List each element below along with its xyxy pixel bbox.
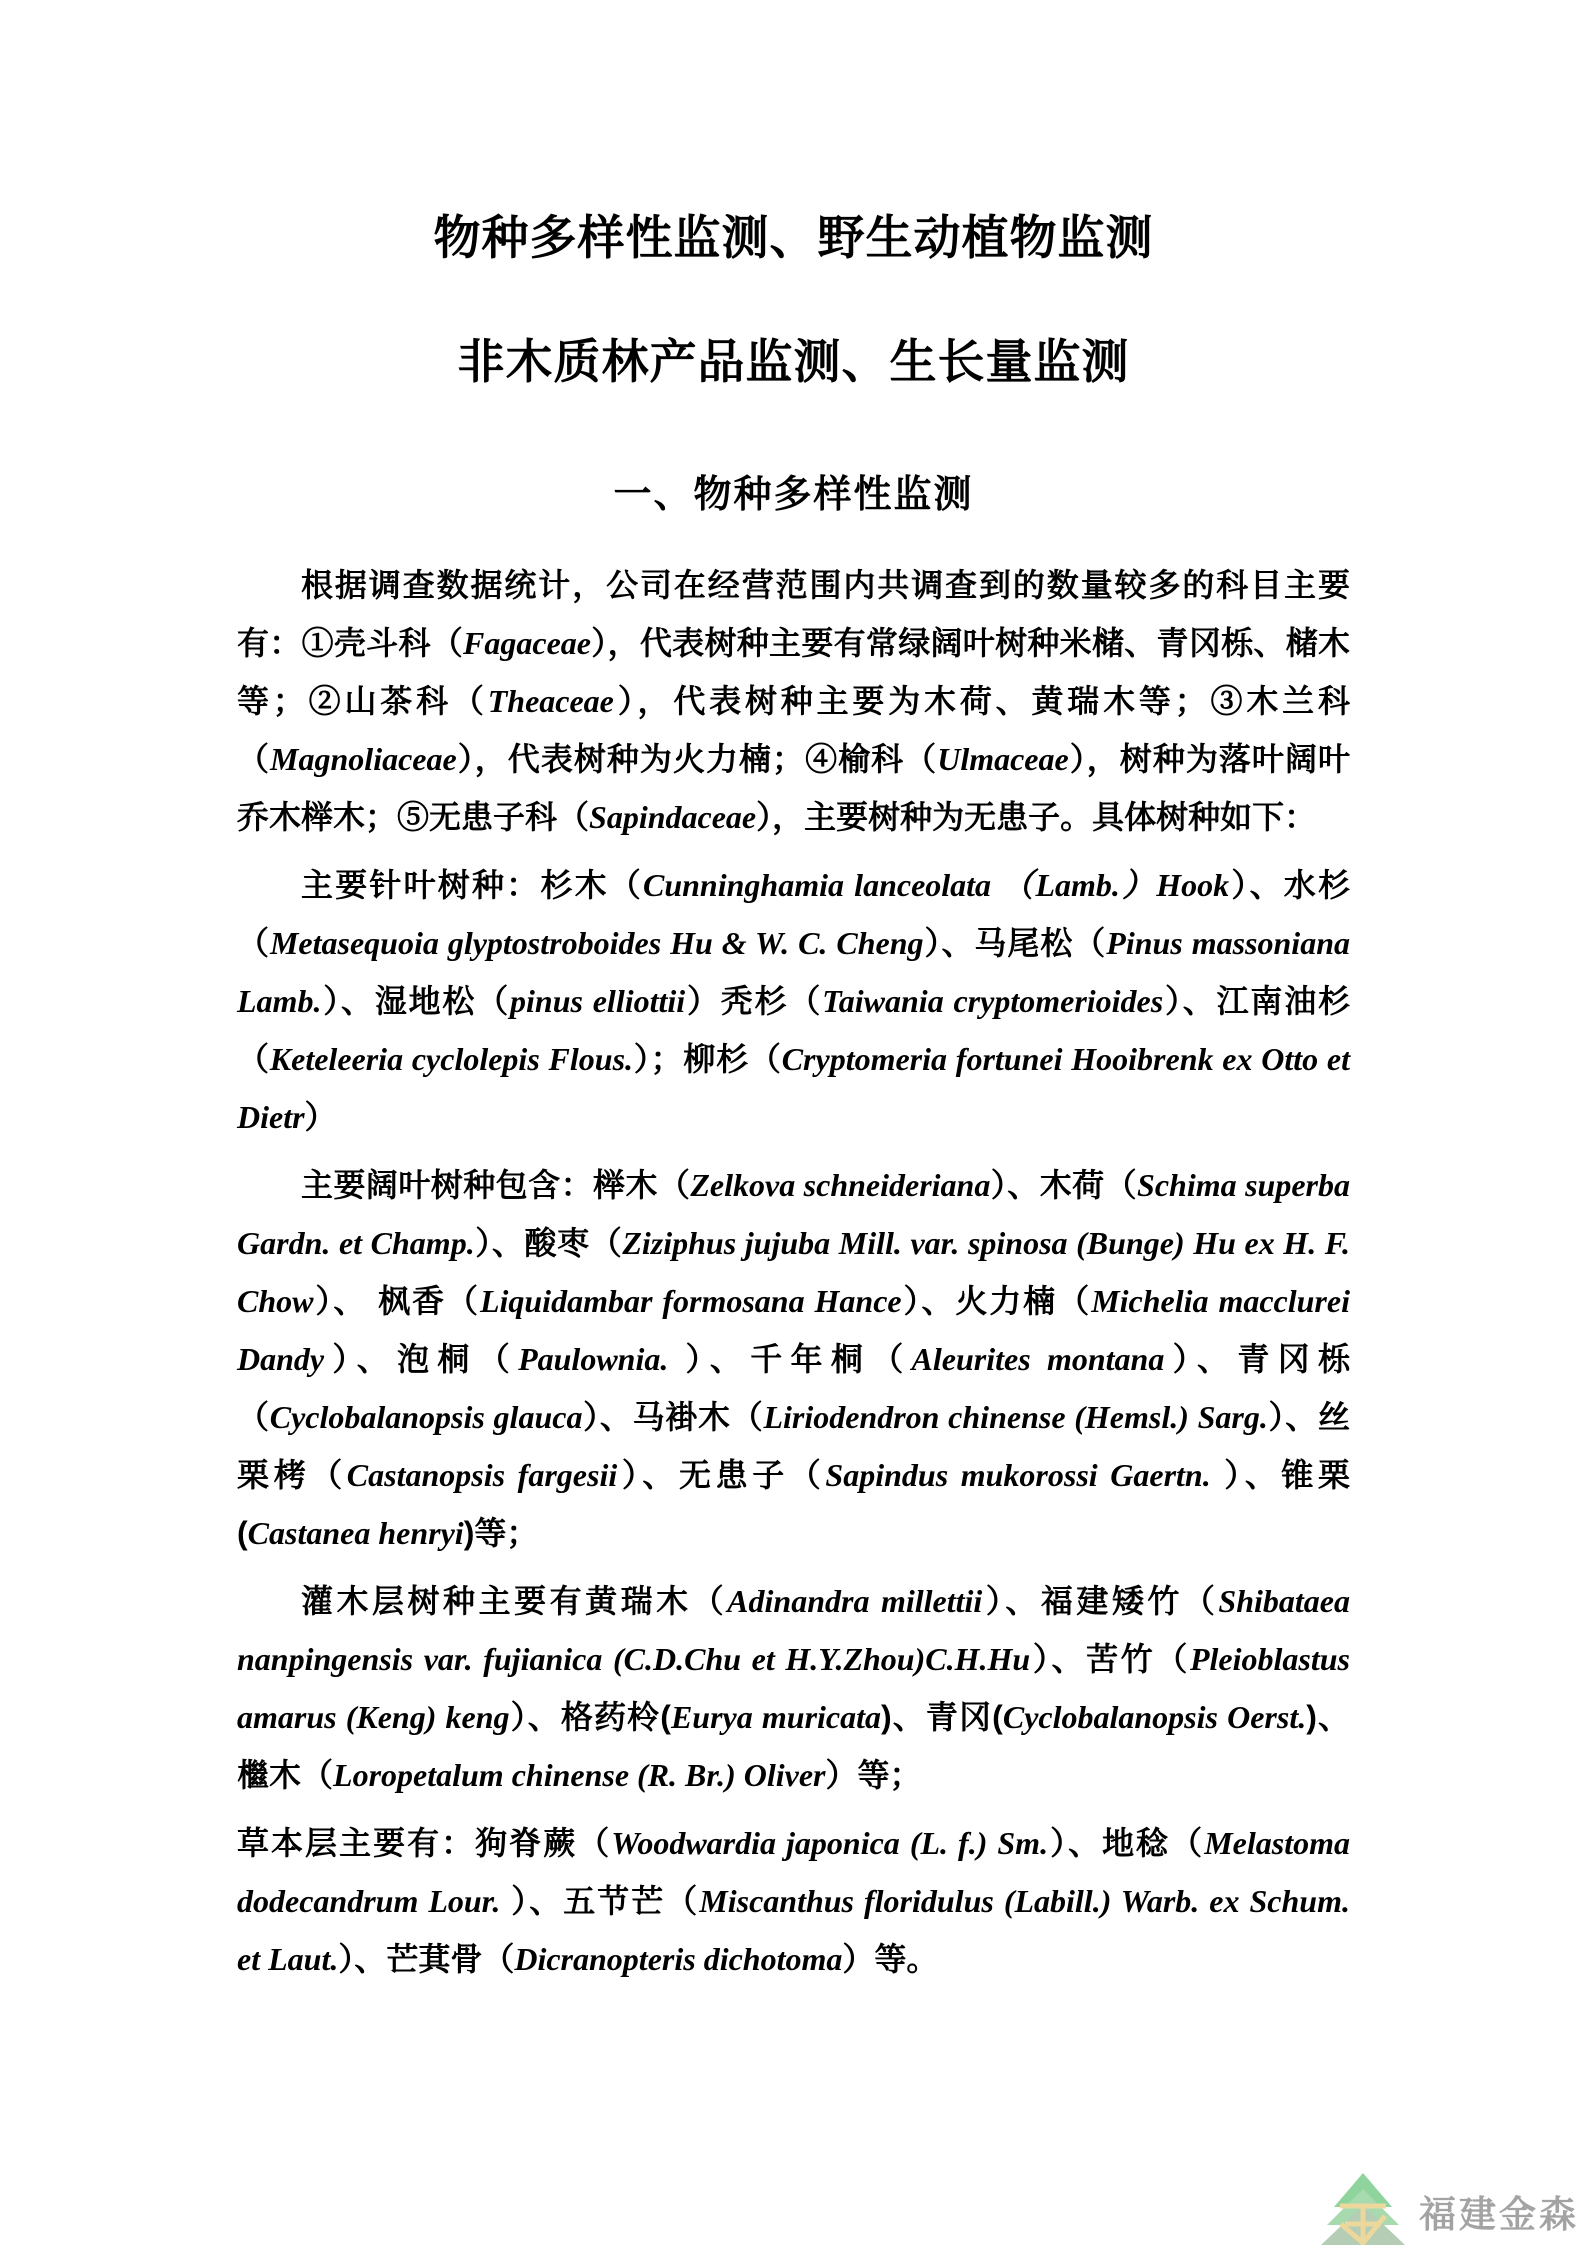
latin-species-name: Liriodendron chinense (Hemsl.) Sarg. [763,1398,1268,1435]
chinese-text-run: ）、马褂木（ [582,1398,764,1435]
chinese-text-run: ）、火力楠（ [901,1282,1092,1319]
chinese-text-run: )、檵木（ [237,1698,1351,1793]
chinese-text-run: ）、芒萁骨（ [338,1940,515,1977]
latin-species-name: Theaceae [487,682,614,719]
chinese-text-run: ），代表树种为火力楠；④榆科（ [456,740,938,777]
latin-species-name: Cyclobalanopsis Oerst. [1002,1698,1307,1735]
latin-species-name: Zelkova schneideriana [690,1166,991,1203]
chinese-text-run: ）、 枫香（ [313,1282,480,1319]
chinese-text-run: ），树种为落叶阔叶乔木榉木；⑤无患子科（ [237,740,1350,835]
chinese-text-run: 主要阔叶树种包含：榉木（ [301,1166,691,1203]
chinese-text-run: ）、马尾松（ [923,924,1107,961]
section-heading: 一、物种多样性监测 [613,473,974,516]
latin-species-name: Ulmaceae [937,740,1069,777]
latin-species-name: Michelia macclurei Dandy [237,1282,1350,1377]
paragraph [237,1572,1350,1804]
latin-species-name: Paulownia. [518,1340,669,1377]
company-logo-text: 福建金森 [1419,2194,1579,2235]
latin-species-name: Cunninghamia lanceolata （Lamb.）Hook [642,866,1230,903]
latin-species-name: Eurya muricata [670,1698,882,1735]
chinese-text-run: ）、无患子（ [617,1456,826,1493]
chinese-text-run: ）、泡桐（ [324,1340,519,1377]
chinese-text-run: 主要针叶树种：杉木（ [301,866,643,903]
latin-species-name: Sapindus mukorossi Gaertn. [825,1456,1211,1493]
latin-species-name: Cyclobalanopsis glauca [269,1398,583,1435]
latin-species-name: Liquidambar formosana Hance [479,1282,902,1319]
latin-species-name: pinus elliottii [510,982,686,1019]
latin-species-name: Fagaceae [463,624,591,661]
chinese-text-run: ）、青冈栎（ [237,1340,1350,1435]
chinese-text-run: ）、江南油杉（ [237,982,1350,1077]
chinese-text-run: ），代表树种主要为木荷、黄瑞木等；③木兰科（ [237,682,1350,777]
latin-species-name: Castanea henryi [247,1514,464,1551]
chinese-text-run: ）、水杉（ [237,866,1350,961]
chinese-text-run: ）、酸枣（ [474,1224,623,1261]
chinese-text-run: ）、福建矮竹（ [982,1582,1219,1619]
latin-species-name: Loropetalum chinense (R. Br.) Oliver [333,1756,826,1793]
document-title-line1: 物种多样性监测、野生动植物监测 [433,211,1154,264]
latin-species-name: Magnoliaceae [270,740,457,777]
chinese-text-run: ），代表树种主要有常绿阔叶树种米槠、青冈栎、槠木等；②山茶科（ [237,624,1350,719]
chinese-text-run: )等； [463,1514,539,1551]
paragraph [237,1814,1350,1988]
chinese-text-run: ）、五节芒（ [500,1882,700,1919]
latin-species-name: Melastoma dodecandrum Lour. [237,1824,1350,1919]
chinese-text-run: ）、湿地松（ [321,982,510,1019]
chinese-text-run: ）、丝栗栲（ [237,1398,1350,1493]
latin-species-name: Woodwardia japonica (L. f.) Sm. [611,1824,1049,1861]
latin-species-name: Taiwania cryptomerioides [822,982,1164,1019]
latin-species-name: Miscanthus floridulus (Labill.) Warb. ex Schum. et Laut. [237,1882,1350,1977]
latin-species-name: Cryptomeria fortunei Hooibrenk ex Otto et Dietr [237,1040,1350,1135]
latin-species-name: Dicranopteris dichotoma [514,1940,843,1977]
chinese-text-run: ）；柳杉（ [633,1040,782,1077]
chinese-text-run: ）、格药柃( [509,1698,671,1735]
paragraph [237,1156,1350,1562]
chinese-text-run: ）、地稔（ [1048,1824,1205,1861]
latin-species-name: Ziziphus jujuba Mill. var. spinosa (Bunge) Hu ex H. F. Chow [237,1224,1351,1319]
latin-species-name: Castanopsis fargesii [346,1456,618,1493]
pine-tree-icon [1321,2167,1405,2245]
chinese-text-run: 根据调查数据统计，公司在经营范围内共调查到的数量较多的科目主要有：①壳斗科（ [237,566,1350,661]
latin-species-name: Pinus massoniana Lamb. [237,924,1350,1019]
company-logo [1321,2167,1579,2245]
chinese-text-run: ）、锥栗( [237,1456,1351,1551]
chinese-text-run: ）等； [825,1756,922,1793]
chinese-text-run: ）、千年桐（ [668,1340,912,1377]
chinese-text-run: )、青冈( [881,1698,1003,1735]
body-paragraphs [237,556,1350,1988]
latin-species-name: Pleioblastus amarus (Keng) keng [237,1640,1350,1735]
chinese-text-run: 草本层主要有：狗脊蕨（ [237,1824,612,1861]
latin-species-name: Keteleeria cyclolepis Flous. [269,1040,634,1077]
paragraph [237,556,1350,846]
chinese-text-run: ） [304,1098,337,1135]
document-title-line2: 非木质林产品监测、生长量监测 [457,335,1130,389]
latin-species-name: Adinandra millettii [727,1582,983,1619]
chinese-text-run: 灌木层树种主要有黄瑞木（ [301,1582,728,1619]
chinese-text-run: ）、苦竹（ [1030,1640,1190,1677]
latin-species-name: Shibataea nanpingensis var. fujianica (C.D.Chu et H.Y.Zhou)C.H.Hu [237,1582,1350,1677]
latin-species-name: Sapindaceae [589,798,757,835]
chinese-text-run: ），主要树种为无患子。具体树种如下： [756,798,1317,835]
latin-species-name: Metasequoia glyptostroboides Hu & W. C. Cheng [269,924,924,961]
paragraph [237,856,1350,1146]
chinese-text-run: ）等。 [842,1940,939,1977]
latin-species-name: Aleurites montana [911,1340,1165,1377]
chinese-text-run: ）、木荷（ [990,1166,1138,1203]
latin-species-name: Schima superba Gardn. et Champ. [237,1166,1350,1261]
chinese-text-run: ）秃杉（ [685,982,823,1019]
